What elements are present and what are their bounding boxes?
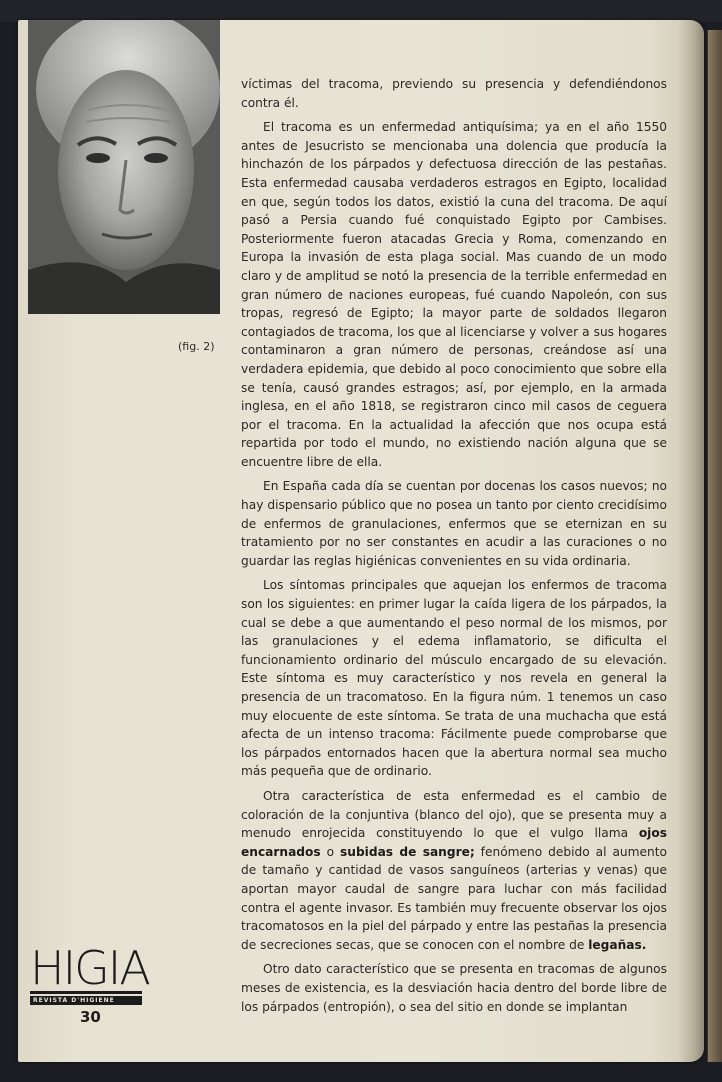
paragraph-2: El tracoma es un enfermedad antiquísima; ya en el año 1550 antes de Jesucristo se mencionaba una dolencia que producía la hinchazón de los párpados y defectuosa dirección de las pestañas. Esta enfermedad causaba verdaderos estragos en Egipto, localidad en que, según todos los datos, existió la cuna del tracoma. De aquí pasó a Persia cuando fué conquistado Egipto por Cambises. Posteriormente fueron atacadas Grecia y Roma, comenzando en Europa la invasión de esta plaga social. Mas cuando de un modo claro y de amplitud se notó la presencia de la terrible enfermedad en gran número de naciones europeas, fué cuando Napoleón, con sus tropas, regresó de Egipto; la mayor parte de soldados llegaron contagiados de tracoma, los que al licenciarse y volver a sus hogares contaminaron a gran número de personas, creándose así una verdadera epidemia, que debido al poco conocimiento que sobre ella se tenía, causó grandes estragos; así, por ejemplo, en la armada inglesa, en el año 1818, se registraron cinco mil casos de ceguera por el tracoma. En la actualidad la afección que nos ocupa está repartida por todo el mundo, no existiendo nación alguna que se encuentre libre de ella. bbox=[241, 120, 667, 469]
portrait-photo-fig-2 bbox=[28, 20, 220, 314]
bold-term-ojos-encarnados: ojos encarnados bbox=[241, 826, 667, 859]
paragraph-6: Otro dato característico que se presenta en tracomas de algunos meses de existencia, es la desviación hacia dentro del borde libre de los párpados (entropión), o sea del sitio en donde se implantan bbox=[241, 962, 667, 1014]
portrait-image bbox=[28, 20, 220, 314]
figure-caption: (fig. 2) bbox=[178, 340, 215, 353]
higia-logo bbox=[30, 941, 150, 1004]
bold-term-leganas: legañas. bbox=[588, 937, 647, 952]
document-page bbox=[18, 20, 704, 1062]
paragraph-3: En España cada día se cuentan por docenas los casos nuevos; no hay dispensario público que no posea un tanto por ciento crecidísimo de enfermos de granulaciones, enfermos que se eternizan en su tratamiento por no ser constantes en acudir a las curaciones o no guardar las reglas higiénicas convenientes en su vida ordinaria. bbox=[241, 479, 667, 568]
paragraph-5-text-d: fenómeno debido al aumento de tamaño y cantidad de vasos sanguíneos (arterias y venas) que aportan mayor caudal de sangre para luchar con más facilidad contra el agente invasor. Es también muy frecuente observar los ojos tracomatosos en la piel del párpado y entre las pestañas la presencia de secreciones secas, que se conocen con el nombre de bbox=[241, 844, 667, 952]
paragraph-1: víctimas del tracoma, previendo su presencia y defendiéndonos contra él. bbox=[241, 77, 667, 110]
article-text bbox=[241, 75, 667, 1022]
bold-term-subidas-de-sangre: subidas de sangre; bbox=[340, 844, 475, 859]
paragraph-5-text-c: o bbox=[320, 844, 341, 859]
next-page-edge bbox=[707, 30, 722, 1062]
paragraph-5 bbox=[241, 787, 667, 954]
scan-background bbox=[0, 0, 722, 22]
logo-tagline: REVISTA D'HIGIENE bbox=[30, 996, 142, 1005]
logo-wordmark: HIGIA bbox=[30, 941, 149, 995]
paragraph-4: Los síntomas principales que aquejan los enfermos de tracoma son los siguientes: en primer lugar la caída ligera de los párpados, la cual se debe a que aumentando el peso normal de los mismos, por las granulaciones y el edema inflamatorio, se dificulta el funcionamiento ordinario del músculo encargado de su elevación. Este síntoma es muy característico y nos revela en general la presencia de un tracomatoso. En la figura núm. 1 tenemos un caso muy elocuente de este síntoma. Se trata de una muchacha que está afecta de un intenso tracoma: Fácilmente puede comprobarse que los párpados entornados hacen que la abertura normal sea mucho más pequeña que de ordinario. bbox=[241, 578, 667, 779]
paragraph-5-text-a: Otra característica de esta enfermedad es el cambio de coloración de la conjuntiva (blanco del ojo), que se presenta muy a menudo enrojecida constituyendo lo que el vulgo llama bbox=[241, 788, 667, 841]
page-number: 30 bbox=[80, 1008, 101, 1026]
